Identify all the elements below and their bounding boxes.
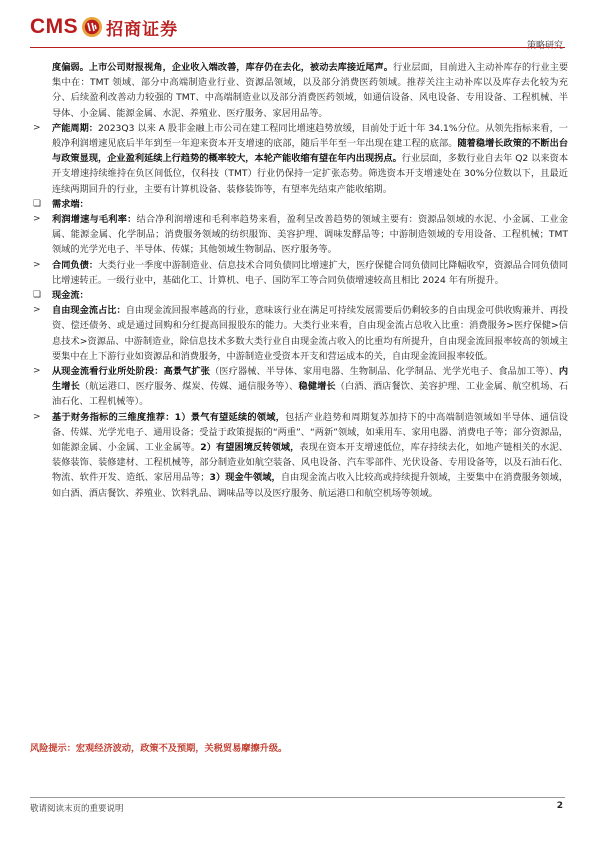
contract-liability-heading: 合同负债： [52,259,99,271]
logo-emblem-icon [81,16,103,38]
paragraph-profit [52,212,568,258]
rec-prosperity-text: 包括产业趋势和周期复苏加持下的中高端制造领域如半导体、通信设备、传媒、光学光电子、通用设备；受益于政策提振的“两重”、“两新”领域，如乘用车、家用电器、消费电子等；部分资源品，如能源金属、小金属、工业金属等。 [52,411,568,454]
header-divider [30,47,565,48]
rec-reversal-text: 表现在资本开支增速低位，库存持续去化，如地产链相关的水泥、装修装饰、装修建材、工程机械等，部分制造业如航空装备、风电设备、汽车零部件、光伏设备、专用设备等，以及石油石化、物流、软件开发、造纸、家居用品等； [52,442,568,484]
paragraph-stage [52,364,568,410]
stage-endogenous: 内生增长 [52,366,569,393]
square-bullet-icon: ❏ [33,290,42,301]
paragraph-inventory [52,60,568,121]
cashflow-section-item [33,288,568,303]
rec-prosperity-heading: 基于财务指标的三维度推荐：1）景气有望延续的领域， [52,411,286,423]
profit-margin-heading: 利润增速与毛利率： [52,214,137,226]
recommendation-item [33,410,569,501]
demand-section-heading: 需求端： [52,198,89,210]
arrow-bullet-icon: > [33,259,41,270]
fcf-ratio-item [33,303,568,364]
arrow-bullet-icon: > [33,366,41,377]
cms-logo [30,12,178,42]
cashflow-stage-item [33,364,569,410]
paragraph-fcf [52,303,568,364]
report-type-label: 策略研究 [526,41,563,51]
stage-steady: 稳健增长 [298,381,336,393]
page-number: 2 [556,801,563,811]
arrow-bullet-icon: > [33,411,41,422]
paragraph-recommendation [52,410,568,501]
contract-liability-item [33,258,569,288]
logo-text-cn: 招商证券 [106,19,179,40]
paragraph-capacity [52,121,568,197]
main-content [33,60,569,501]
footer-divider [30,797,565,798]
capacity-cycle-bold: 随着稳增长政策的不断出台与政策显现，企业盈利延续上行趋势的概率较大，本轮产能收缩有望在年内出现拐点。 [52,138,569,165]
logo-text-en: CMS [30,15,79,38]
arrow-bullet-icon: > [33,122,41,133]
inventory-summary-bold: 度偏弱。上市公司财报视角，企业收入端改善，库存仍在去化，被动去库接近尾声。 [52,62,393,73]
profit-margin-text: 结合净利润增速和毛利率趋势来看，盈利呈改善趋势的领域主要有：资源品领域的水泥、小金属、工业金属、能源金属、化学制品；消费服务领域的纺织服饰、美容护理、调味发酵品等；中游制造领域的专用设备、工程机械；TMT 领域的光学光电子、半导体、传媒；其他领域生物制品、医疗服务等。 [52,214,568,256]
rec-cashcow-text: 自由现金流占收入比较高或持续提升领域，主要集中在消费服务领域，如白酒、酒店餐饮、养殖业、饮料乳品、调味品等以及医疗服务、航运港口和航空机场等领域。 [52,472,569,499]
stage-endogenous-text: （航运港口、医疗服务、煤炭、传媒、通信服务等）、 [79,381,299,393]
rec-reversal-heading: 2）有望困境反转领域， [200,442,300,454]
page-header [30,10,565,51]
capacity-cycle-heading: 产能周期： [52,122,98,134]
risk-warning: 风险提示：宏观经济波动，政策不及预期，关税贸易摩擦升级。 [30,743,288,754]
stage-high-growth: 高景气扩张 [163,366,211,378]
capacity-cycle-text-2: 行业层面，多数行业自去年 Q2 以来资本开支增速持续维持在负区间低位，仅科技（TMT）行业仍保持一定扩张态势。筛选资本开支增速处在 30%分位数以下，且最近连续两期回升的行业，主要有计算机设备、装修装饰等，有望率先结束产能收缩期。 [52,153,569,195]
stage-high-growth-text: （医疗器械、半导体、家用电器、生物制品、化学制品、光学光电子、食品加工等）、 [210,366,559,378]
paragraph-contract [52,258,568,288]
stage-steady-text: （白酒、酒店餐饮、美容护理、工业金属、航空机场、石油石化、工程机械等）。 [52,381,569,408]
rec-cashcow-heading: 3）现金牛领域， [209,472,281,484]
profit-margin-item [33,212,568,258]
cashflow-stage-heading: 从现金流看行业所处阶段： [52,366,164,378]
capacity-cycle-item [33,121,569,197]
contract-liability-text: 大类行业一季度中游制造业、信息技术合同负债同比增速扩大，医疗保健合同负债同比降幅收窄，资源品合同负债同比增速转正。一级行业中，基础化工、计算机、电子、国防军工等合同负债增速较高且相比 2024 年有所提升。 [52,259,569,286]
square-bullet-icon: ❏ [33,198,42,209]
fcf-ratio-heading: 自由现金流占比： [52,305,126,317]
arrow-bullet-icon: > [33,305,41,316]
arrow-bullet-icon: > [33,214,41,225]
footer-disclaimer: 敬请阅读末页的重要说明 [30,804,124,814]
inventory-summary-text: 行业层面，目前进入主动补库存的行业主要集中在：TMT 领域、部分中高端制造业行业、资源品领域，以及部分消费医药领域。推荐关注主动补库以及库存去化较为充分、后续盈利改善动力较强的 TMT、中高端制造业以及部分消费医药领域，如通信设备、风电设备、专用设备、工程机械、半导体、小金属、能源金属、水泥、养殖业、医疗服务、家居用品等。 [52,62,569,119]
cashflow-section-heading: 现金流： [52,290,89,302]
demand-section-item [33,197,568,212]
capacity-cycle-text: 2023Q3 以来 A 股非金融上市公司在建工程同比增速趋势放缓，目前处于近十年 34.1%分位。从领先指标来看，一般净利润增速见底后半年到至一年迎来资本开支增速的底部，随后半年至一年出现在建工程的底部。 [52,122,568,150]
fcf-ratio-text: 自由现金流回报率越高的行业，意味该行业在满足可持续发展需要后仍剩较多的自由现金可供收购兼并、再投资、偿还债务、或是通过回购和分红提高回报股东的能力。大类行业来看，自由现金流占总收入比重：消费服务>医疗保健>信息技术>资源品、中游制造业，除信息技术多数大类行业自由现金流占收入的比重均有所提升，自由现金流回报率较高的领域主要集中在上下游行业如资源品和消费服务，中游制造业受资本开支和营运成本的关，自由现金流回报率较低。 [52,305,568,362]
